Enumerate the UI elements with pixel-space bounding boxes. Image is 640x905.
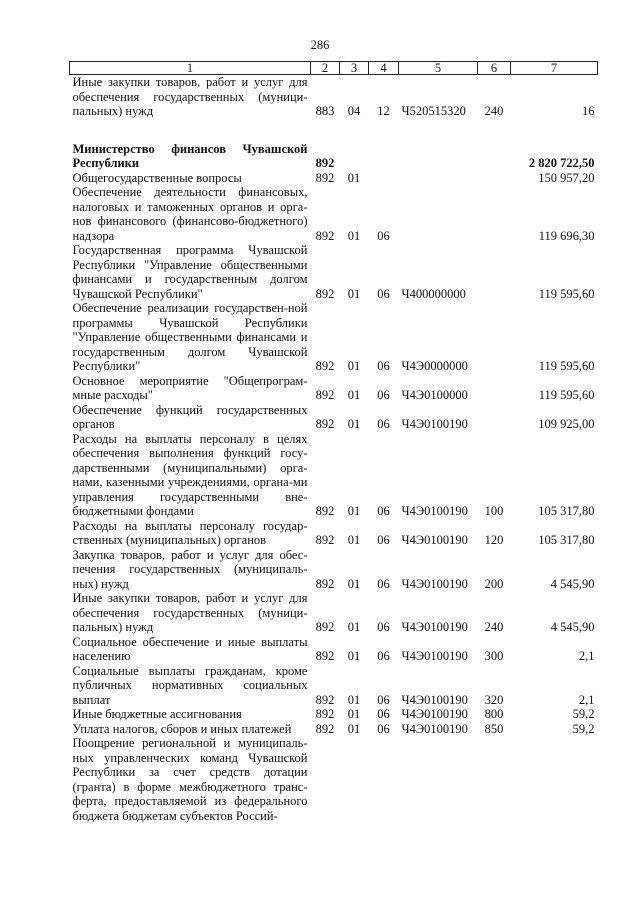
row-section-code: 01 — [347, 388, 361, 402]
row-expense-type: 800 — [484, 707, 504, 721]
table-row — [70, 301, 598, 374]
row-name: Обеспечение деятельности финансовых, налоговых и таможенных органов и орга-нов финансового (финансово-бюджетного) надзора — [72, 185, 308, 243]
row-section-code: 01 — [347, 707, 361, 721]
row-amount: 2,1 — [578, 649, 595, 663]
row-name: Закупка товаров, работ и услуг для обес-печения государственных (муниципаль-ных) нужд — [72, 547, 308, 591]
row-subsection-code — [369, 142, 399, 171]
table-row — [70, 548, 598, 592]
row-target-article: Ч4Э0100190 — [401, 620, 468, 634]
row-ved-code: 892 — [315, 721, 335, 736]
row-ved-code: 892 — [315, 504, 335, 518]
row-amount: 59,2 — [572, 721, 595, 736]
row-expense-type — [478, 185, 511, 243]
row-section-code: 01 — [347, 721, 361, 736]
row-ved-code: 892 — [315, 692, 335, 707]
row-amount: 119 595,60 — [538, 286, 595, 301]
row-expense-type — [478, 403, 511, 432]
row-ved-code: 892 — [315, 156, 335, 170]
row-ved-code: 892 — [315, 170, 335, 185]
table-row — [70, 403, 598, 432]
row-name: Обеспечение реализации государствен-ной программы Чувашской Республики "Управление общественными финансами и государственным долгом Чувашской Республики" — [72, 301, 308, 373]
table-row — [70, 591, 598, 635]
row-ved-code: 892 — [315, 228, 335, 243]
row-expense-type: 240 — [484, 104, 504, 118]
row-name: Иные закупки товаров, работ и услуг для обеспечения государственных (муници-пальных) нужд — [72, 591, 308, 634]
row-subsection-code: 06 — [377, 649, 390, 663]
row-ved-code: 892 — [315, 576, 335, 591]
row-ved-code: 883 — [315, 104, 335, 118]
row-subsection-code: 06 — [377, 504, 390, 518]
row-target-article: Ч4Э0100190 — [401, 707, 468, 721]
row-target-article: Ч4Э0100190 — [401, 576, 468, 591]
row-amount: 119 595,60 — [538, 359, 595, 373]
row-subsection-code: 06 — [377, 620, 390, 634]
table-row — [70, 664, 598, 708]
row-expense-type: 300 — [484, 649, 504, 663]
row-subsection-code: 12 — [377, 104, 390, 118]
row-amount: 105 317,80 — [538, 504, 595, 518]
row-expense-type: 240 — [484, 620, 504, 634]
row-ved-code: 892 — [315, 286, 335, 301]
row-expense-type — [478, 301, 511, 374]
row-subsection-code — [369, 171, 399, 186]
row-name: Государственная программа Чувашской Республики "Управление общественными финансами и государственным долгом Чувашской Республики" — [72, 243, 308, 301]
row-subsection-code: 06 — [377, 533, 390, 547]
row-name: Расходы на выплаты персоналу в целях обеспечения выполнения функций госу-дарственными (муниципальными) орга-нами, казенными учреждениями, органа-ми управления государственными вне-бюджетными фондами — [72, 431, 308, 518]
row-name: Социальное обеспечение и иные выплаты населению — [72, 634, 308, 663]
table-row — [70, 142, 598, 171]
row-section-code: 01 — [347, 359, 361, 373]
row-ved-code: 892 — [315, 533, 335, 547]
table-row — [70, 374, 598, 403]
row-expense-type — [478, 171, 511, 186]
table-body — [70, 75, 598, 824]
row-target-article: Ч4Э0100190 — [401, 692, 468, 707]
header-col-6: 6 — [478, 62, 511, 75]
row-ved-code: 892 — [315, 620, 335, 634]
row-target-article: Ч400000000 — [401, 286, 466, 301]
row-section-code: 01 — [347, 170, 361, 185]
table-row — [70, 635, 598, 664]
row-section-code: 01 — [347, 417, 361, 431]
table-row — [70, 243, 598, 301]
table-header-row — [70, 62, 598, 75]
row-expense-type — [478, 142, 511, 171]
row-name: Социальные выплаты гражданам, кроме публичных нормативных социальных выплат — [72, 663, 308, 707]
spacer-cell — [70, 119, 598, 142]
row-amount — [511, 736, 598, 823]
spacer-row — [70, 119, 598, 142]
row-expense-type — [478, 243, 511, 301]
row-ved-code: 892 — [315, 707, 335, 721]
row-expense-type: 200 — [484, 576, 504, 591]
row-section-code: 01 — [347, 533, 361, 547]
row-subsection-code: 06 — [377, 388, 390, 402]
row-target-article: Ч4Э0100190 — [401, 417, 468, 431]
row-target-article: Ч4Э0100000 — [401, 388, 468, 402]
row-section-code: 01 — [347, 620, 361, 634]
table-row — [70, 722, 598, 737]
row-ved-code: 892 — [315, 388, 335, 402]
row-target-article: Ч4Э0100190 — [401, 533, 468, 547]
row-subsection-code: 06 — [377, 286, 390, 301]
row-name: Поощрение региональной и муниципаль-ных управленческих команд Чувашской Республики за счет средств дотации (гранта) в форме межбюджетного транс-ферта, предоставляемой из федерального бюджета бюджетам субъектов Россий- — [72, 736, 308, 823]
row-amount: 4 545,90 — [550, 620, 595, 634]
header-col-4: 4 — [369, 62, 399, 75]
row-target-article: Ч4Э0100190 — [401, 721, 468, 736]
row-amount: 2 820 722,50 — [528, 156, 595, 170]
row-section-code: 01 — [347, 649, 361, 663]
row-target-article: Ч4Э0100190 — [401, 649, 468, 663]
row-subsection-code: 06 — [377, 692, 390, 707]
row-ved-code: 892 — [315, 359, 335, 373]
row-amount: 16 — [582, 104, 595, 118]
row-subsection-code: 06 — [377, 721, 390, 736]
row-section-code: 04 — [347, 104, 361, 118]
row-target-article: Ч4Э0000000 — [401, 359, 468, 373]
row-expense-type: 850 — [484, 721, 504, 736]
page-number: 286 — [310, 38, 330, 52]
header-col-7: 7 — [511, 62, 598, 75]
row-subsection-code: 06 — [377, 417, 390, 431]
row-expense-type — [478, 736, 511, 823]
table-row — [70, 185, 598, 243]
header-col-3: 3 — [340, 62, 369, 75]
row-expense-type: 120 — [484, 533, 504, 547]
row-section-code: 01 — [347, 228, 361, 243]
row-target-article — [399, 142, 478, 171]
header-col-5: 5 — [399, 62, 478, 75]
row-section-code — [340, 736, 369, 823]
row-section-code: 01 — [347, 692, 361, 707]
row-amount: 105 317,80 — [538, 533, 595, 547]
row-name: Уплата налогов, сборов и иных платежей — [72, 721, 292, 736]
row-name: Основное мероприятие "Общепрограм-мные расходы" — [72, 373, 308, 402]
table-row — [70, 519, 598, 548]
row-subsection-code: 06 — [377, 359, 390, 373]
row-subsection-code: 06 — [377, 576, 390, 591]
table-row — [70, 171, 598, 186]
row-name: Иные бюджетные ассигнования — [72, 707, 242, 721]
row-expense-type — [478, 374, 511, 403]
row-name: Расходы на выплаты персоналу государ-ственных (муниципальных) органов — [72, 518, 308, 547]
row-name: Обеспечение функций государственных органов — [72, 402, 308, 431]
budget-table — [69, 61, 598, 823]
row-ved-code: 892 — [315, 649, 335, 663]
row-ved-code — [311, 736, 340, 823]
row-subsection-code — [369, 736, 399, 823]
row-amount: 4 545,90 — [550, 576, 595, 591]
row-section-code: 01 — [347, 286, 361, 301]
row-amount: 119 696,30 — [538, 228, 595, 243]
table-row — [70, 736, 598, 823]
row-name: Министерство финансов Чувашской Республики — [72, 141, 308, 170]
table-row — [70, 707, 598, 722]
row-target-article — [399, 736, 478, 823]
row-target-article — [399, 185, 478, 243]
row-section-code: 01 — [347, 504, 361, 518]
row-section-code: 01 — [347, 576, 361, 591]
table-row — [70, 432, 598, 519]
row-amount: 59,2 — [572, 707, 595, 721]
row-expense-type: 320 — [484, 692, 504, 707]
row-subsection-code: 06 — [377, 707, 390, 721]
row-name: Общегосударственные вопросы — [72, 170, 242, 185]
row-amount: 2,1 — [578, 692, 595, 707]
row-target-article: Ч4Э0100190 — [401, 504, 468, 518]
row-amount: 150 957,20 — [538, 170, 595, 185]
row-section-code — [340, 142, 369, 171]
row-expense-type: 100 — [484, 504, 504, 518]
header-col-2: 2 — [311, 62, 340, 75]
row-amount: 109 925,00 — [538, 417, 595, 431]
row-ved-code: 892 — [315, 417, 335, 431]
row-target-article — [399, 171, 478, 186]
table-row — [70, 75, 598, 119]
row-name: Иные закупки товаров, работ и услуг для обеспечения государственных (муници-пальных) нужд — [72, 75, 308, 118]
header-col-1: 1 — [70, 62, 311, 75]
row-subsection-code: 06 — [377, 228, 390, 243]
row-amount: 119 595,60 — [538, 388, 595, 402]
row-target-article: Ч520515320 — [401, 104, 466, 118]
